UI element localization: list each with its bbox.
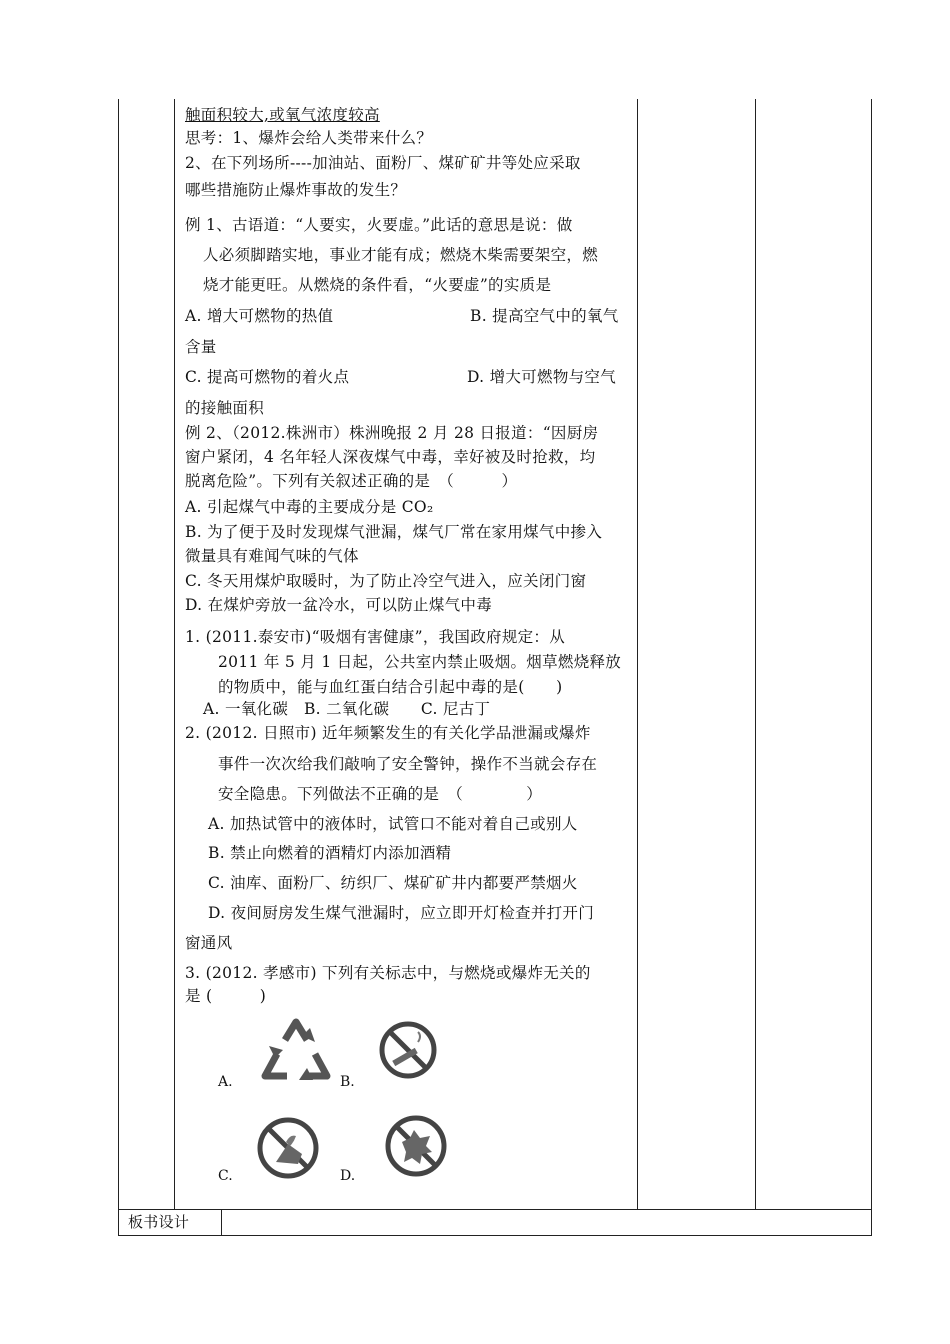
text-line: 例 2、（2012.株洲市）株洲晚报 2 月 28 日报道：“因厨房: [185, 424, 599, 442]
text-line: 的接触面积: [185, 399, 265, 417]
text-line: 触面积较大,或氧气浓度较高: [185, 106, 380, 124]
text-line: A. 加热试管中的液体时，试管口不能对着自己或别人: [208, 815, 578, 833]
text-line: 2011 年 5 月 1 日起，公共室内禁止吸烟。烟草燃烧释放: [218, 653, 622, 671]
text-line: 2. (2012. 日照市) 近年频繁发生的有关化学品泄漏或爆炸: [185, 724, 591, 742]
no-explosion-icon: [384, 1114, 448, 1178]
text-line: 人必须脚踏实地，事业才能有成；燃烧木柴需要架空，燃: [203, 246, 599, 264]
text-line: A. 增大可燃物的热值: [185, 307, 334, 325]
board-design-label: 板书设计: [128, 1213, 190, 1231]
text-line: 安全隐患。下列做法不正确的是 （ ）: [218, 785, 543, 803]
text-line: D. 增大可燃物与空气: [467, 368, 617, 386]
option-a-label: A.: [218, 1074, 233, 1090]
text-line: 是 ( ): [185, 987, 267, 1005]
text-line: C. 油库、面粉厂、纺织厂、煤矿矿井内都要严禁烟火: [208, 874, 578, 892]
no-smoking-icon: [378, 1020, 438, 1080]
table-bottom-border: [118, 1235, 872, 1236]
table-footer-col-border: [221, 1209, 222, 1236]
text-line: C. 冬天用煤炉取暖时，为了防止冷空气进入，应关闭门窗: [185, 572, 587, 590]
table-col3-border: [755, 99, 756, 1209]
text-line: 窗户紧闭，4 名年轻人深夜煤气中毒，幸好被及时抢救，均: [185, 448, 596, 466]
text-line: 哪些措施防止爆炸事故的发生？: [185, 181, 407, 199]
option-b-label: B.: [340, 1074, 355, 1090]
text-line: 烧才能更旺。从燃烧的条件看，“火要虚”的实质是: [203, 276, 552, 294]
table-row-divider: [118, 1209, 872, 1210]
table-left-border: [118, 99, 119, 1236]
text-line: A. 一氧化碳 B. 二氧化碳 C. 尼古丁: [203, 700, 491, 718]
no-burning-icon: [256, 1116, 320, 1180]
text-line: 例 1、古语道：“人要实，火要虚。”此话的意思是说：做: [185, 216, 573, 234]
text-line: D. 在煤炉旁放一盆冷水，可以防止煤气中毒: [185, 596, 493, 614]
text-line: 2、在下列场所----加油站、面粉厂、煤矿矿井等处应采取: [185, 154, 581, 172]
text-line: 事件一次次给我们敲响了安全警钟，操作不当就会存在: [218, 755, 598, 773]
text-line: 1. (2011.泰安市)“吸烟有害健康”，我国政府规定：从: [185, 628, 566, 646]
text-line: B. 提高空气中的氧气: [470, 307, 619, 325]
text-line: B. 禁止向燃着的酒精灯内添加酒精: [208, 844, 452, 862]
table-col1-border: [174, 99, 175, 1209]
text-line: 思考：1、爆炸会给人类带来什么？: [185, 129, 433, 147]
text-line: 微量具有难闻气味的气体: [185, 547, 359, 565]
text-line: 含量: [185, 338, 217, 356]
text-line: 3. (2012. 孝感市) 下列有关标志中，与燃烧或爆炸无关的: [185, 964, 591, 982]
table-right-border: [871, 99, 872, 1236]
text-line: 脱离危险”。下列有关叙述正确的是 （ ）: [185, 472, 518, 490]
text-line: C. 提高可燃物的着火点: [185, 368, 350, 386]
text-line: A. 引起煤气中毒的主要成分是 CO₂: [185, 498, 434, 516]
option-d-label: D.: [340, 1168, 356, 1184]
text-line: D. 夜间厨房发生煤气泄漏时，应立即开灯检查并打开门: [208, 904, 595, 922]
text-line: 窗通风: [185, 934, 233, 952]
option-c-label: C.: [218, 1168, 233, 1184]
table-col2-border: [637, 99, 638, 1209]
text-line: 的物质中，能与血红蛋白结合引起中毒的是( ): [218, 678, 563, 696]
recycle-icon: [255, 1016, 337, 1088]
text-line: B. 为了便于及时发现煤气泄漏，煤气厂常在家用煤气中掺入: [185, 523, 603, 541]
